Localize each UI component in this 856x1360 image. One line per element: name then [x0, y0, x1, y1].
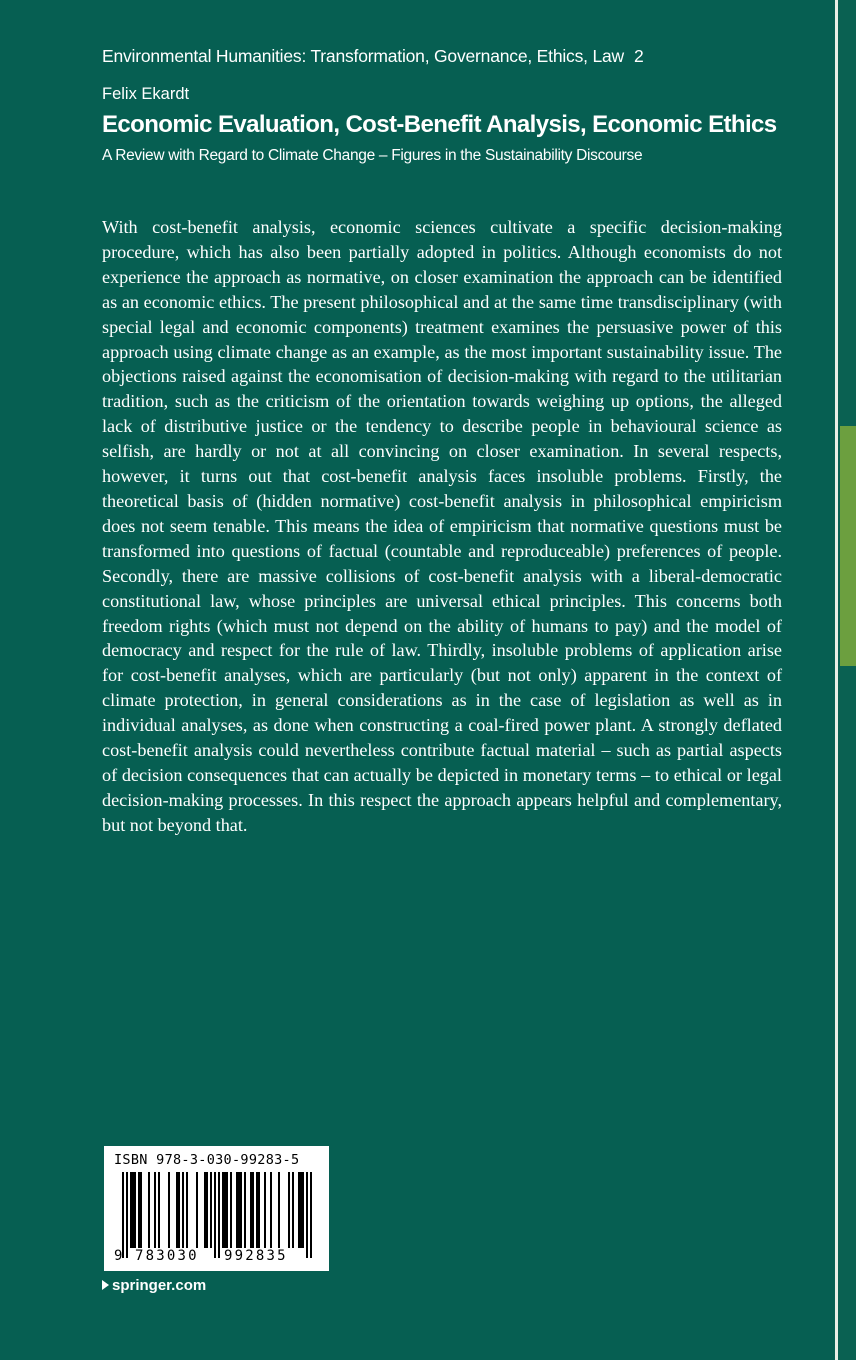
barcode-bar: [240, 1172, 242, 1248]
barcode-bar: [204, 1172, 206, 1248]
ean-digits: [104, 1248, 329, 1268]
barcode-bar: [154, 1172, 156, 1248]
spine-line: [835, 0, 838, 1360]
book-subtitle: A Review with Regard to Climate Change – Figures in the Sustainability Discourse: [102, 147, 643, 164]
series-name: Environmental Humanities: Transformation, Governance, Ethics, Law: [102, 46, 624, 66]
barcode-bar: [300, 1172, 302, 1248]
ean-left-digits: 783030: [135, 1248, 199, 1264]
barcode-bar: [236, 1172, 238, 1248]
barcode-bar: [244, 1172, 246, 1248]
barcode-bar: [138, 1172, 140, 1248]
barcode-bar: [168, 1172, 170, 1248]
barcode-bar: [196, 1172, 198, 1248]
barcode-bar: [130, 1172, 132, 1248]
barcode-bar: [256, 1172, 258, 1248]
ean-right-digits: 992835: [224, 1248, 288, 1264]
barcode-bar: [206, 1172, 208, 1248]
barcode-bar: [134, 1172, 136, 1248]
barcode-bar: [310, 1172, 312, 1258]
isbn-label: ISBN 978-3-030-99283-5: [114, 1152, 300, 1168]
publisher-website[interactable]: [102, 1277, 206, 1294]
author-name: Felix Ekardt: [102, 85, 190, 103]
barcode-bar: [298, 1172, 300, 1248]
series-title: [102, 46, 644, 67]
barcode-bar: [176, 1172, 178, 1248]
barcode-bar: [258, 1172, 260, 1248]
barcode-bar: [270, 1172, 272, 1248]
barcode-bar: [148, 1172, 150, 1248]
barcode-bar: [252, 1172, 254, 1248]
barcode-bar: [306, 1172, 308, 1258]
barcode-bar: [292, 1172, 294, 1248]
spine-accent: [840, 426, 856, 666]
barcode-bar: [158, 1172, 160, 1248]
barcode-bar: [224, 1172, 226, 1248]
book-title: Economic Evaluation, Cost-Benefit Analysis, Economic Ethics: [102, 111, 777, 138]
barcode-bar: [214, 1172, 216, 1258]
ean-first-digit: 9: [114, 1248, 123, 1264]
barcode-bar: [182, 1172, 184, 1248]
barcode-bar: [302, 1172, 304, 1248]
barcode-bar: [218, 1172, 220, 1258]
barcode-bar: [186, 1172, 188, 1248]
blurb-text: With cost-benefit analysis, economic sciences cultivate a specific decision-making procedure, which has also been partially adopted in politics. Although economists do not experience the approach as normative, on closer examination the approach can be identified as an economic ethics. The present philosophical and at the same time transdisciplinary (with special legal and economic components) treatment examines the persuasive power of this approach using climate change as an example, as the most important sustainability issue. The objections raised against the economisation of decision-making with regard to the utilitarian tradition, such as the criticism of the orientation towards weighing up options, the alleged lack of distributive justice or the tendency to describe people in behavioural science as selfish, are hardly or not at all convincing on closer examination. In several respects, however, it turns out that cost-benefit analysis faces insoluble problems. Firstly, the theoretical basis of (hidden normative) cost-benefit analysis in philosophical empiricism does not seem tenable. This means the idea of empiricism that normative questions must be transformed into questions of factual (countable and reproduceable) preferences of people. Secondly, there are massive collisions of cost-benefit analysis with a liberal-democratic constitutional law, whose principles are universal ethical principles. This concerns both freedom rights (which must not depend on the ability of humans to pay) and the model of democracy and respect for the rule of law. Thirdly, insoluble problems of application arise for cost-benefit analyses, which are particularly (but not only) apparent in the context of climate protection, in general considerations as in the case of legislation as well as in individual analyses, as done when constructing a coal-fired power plant. A strongly deflated cost-benefit analysis could nevertheless contribute factual material – such as partial aspects of decision consequences that can actually be depicted in monetary terms – to ethical or legal decision-making processes. In this respect the approach appears helpful and complementary, but not beyond that.: [102, 217, 782, 835]
barcode-bar: [178, 1172, 180, 1248]
barcode-bar: [132, 1172, 134, 1248]
series-number: 2: [633, 46, 644, 66]
barcode-bar: [122, 1172, 124, 1258]
barcode-bar: [226, 1172, 228, 1248]
barcode-bar: [264, 1172, 266, 1248]
barcode-bar: [278, 1172, 280, 1248]
barcode-bar: [126, 1172, 128, 1258]
arrow-right-icon: [102, 1280, 109, 1290]
website-label: springer.com: [112, 1277, 207, 1294]
barcode-bar: [238, 1172, 240, 1248]
barcode-bar: [288, 1172, 290, 1248]
barcode-bar: [250, 1172, 252, 1248]
barcode-bar: [230, 1172, 232, 1248]
barcode-bar: [210, 1172, 212, 1248]
barcode-bar: [140, 1172, 142, 1248]
isbn-barcode: [104, 1146, 329, 1271]
barcode-bar: [222, 1172, 224, 1248]
